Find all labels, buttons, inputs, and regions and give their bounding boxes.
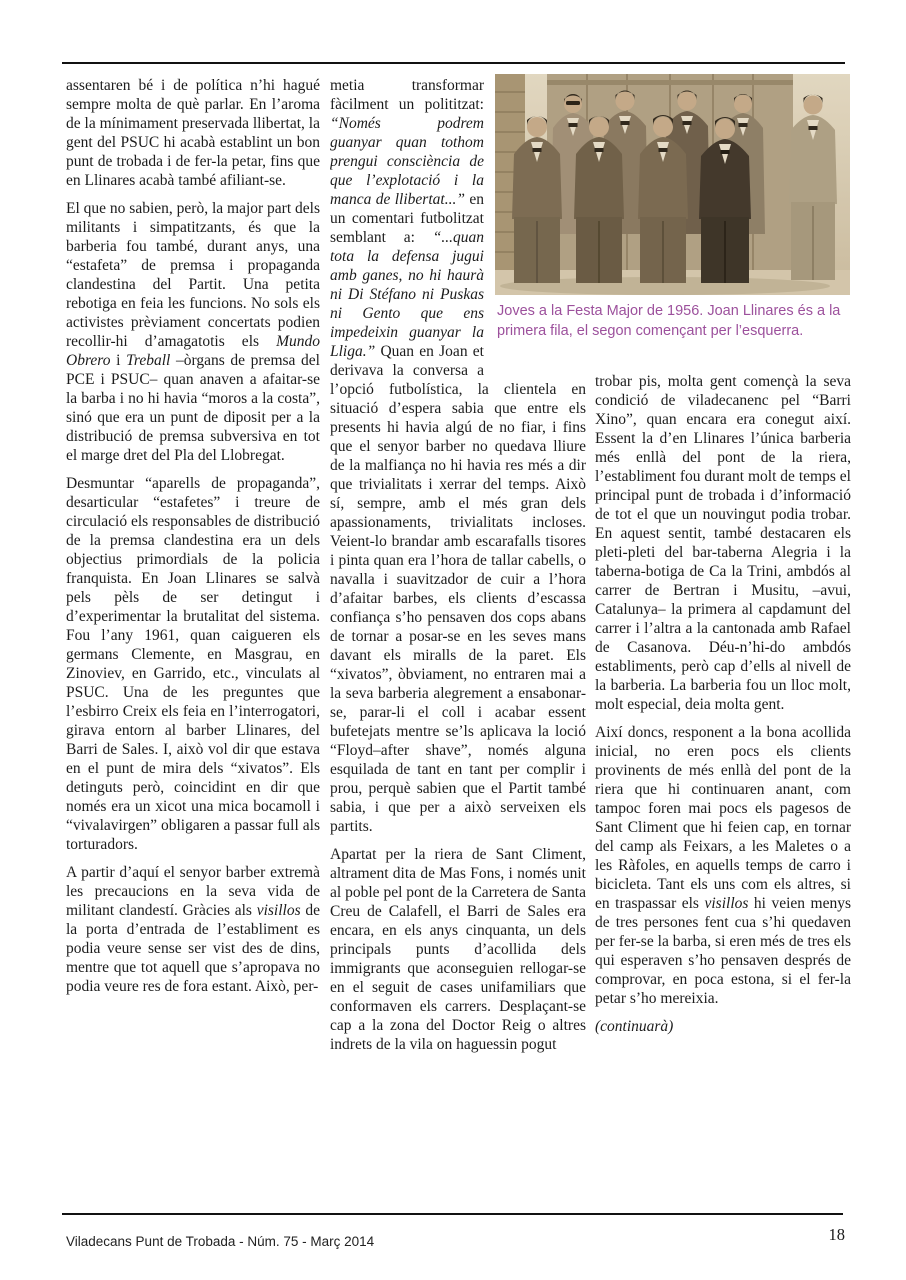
text-column-1 xyxy=(66,76,320,1208)
footer-rule xyxy=(62,1213,843,1215)
sepia-tint xyxy=(495,74,850,295)
top-rule xyxy=(62,62,845,64)
paragraph: Apartat per la riera de Sant Climent, altrament dita de Mas Fons, i només unit al poble pel pont de la Carretera de Santa Creu de Calafell, el Barri de Sales era encara, en els anys cinquanta, un dels principals punts d’acollida dels immigrants que aconseguien rellogar-se en el seguit de cases unifamiliars que conformaven els carrers. Desplaçant-se cap a la zona del Doctor Reig o altres indrets de la vila on haguessin pogut xyxy=(330,846,586,1053)
group-photo-illustration xyxy=(495,74,850,295)
continuation-note: (continuarà) xyxy=(595,1018,674,1035)
paragraph: Desmuntar “aparells de propaganda”, desarticular “estafetes” i treure de circulació els responsables de distribució de la premsa clandestina era un dels objectius primordials de la policia franquista. En Joan Llinares se salvà pels pèls de ser detingut i d’experimentar la brutalitat del sistema. Fou l’any 1961, quan caigueren els germans Clemente, en Masgrau, en Zinoviev, en Garrido, etc., vinculats al PSUC. Una de les preguntes que l’esbirro Creix els feia en l’interrogatori, girava entorn al barber Llinares, del Barri de Sales. I, això vol dir que estava en el punt de mira dels “xivatos”. Els detinguts però, coincidint en dir que només era un xicot una mica bocamoll i “vivalavirgen” obligaren a passar full als torturadors. xyxy=(66,475,320,853)
paragraph: Així doncs, responent a la bona acollida inicial, no eren pocs els clients provinents de més enllà del pont de la riera que hi continuaren anant, com tampoc foren mai pocs els pagesos de Sant Climent que hi feien cap, en tornar del camp als Feixars, a les Maletes o a les Ràfoles, en aquells temps de carro i bicicleta. Tant els uns com els altres, si en traspassar els visillos hi veien menys de tres persones fent cua s’hi quedaven per fer-se la barba, si eren més de tres els qui esperaven s’ho pensaven després de comprovar, en poca estona, si el fer-la petar s’ho mereixia. xyxy=(595,724,851,1007)
paragraph: trobar pis, molta gent començà la seva condició de viladecanenc pel “Barri Xino”, quan encara era conegut així. Essent la d’en Llinares l’única barberia més enllà del pont de la riera, l’establiment fou durant molt de temps el principal punt de trobada i d’informació de tot el que un nouvingut podia trobar. En aquest sentit, també destacaren els pleti-pleti del bar-taberna Alegria i la taberna-botiga de Ca la Trini, ambdós al carrer de Bertran i Musitu, –avui, Catalunya– la primera al capdamunt del carrer i l’altra a la cantonada amb Rafael de Casanova. Déu-n’hi-do ambdós establiments, però cap d’ells al nivell de la barberia. La barberia fou un lloc molt, molt especial, deia molta gent. xyxy=(595,373,851,713)
paragraph: assentaren bé i de política n’hi hagué sempre molta de què parlar. En l’aroma de la mínimament preservada llibertat, la gent del PSUC hi acabà establint un bon punt de trobada i de fer-la petar, fins que en Llinares acabà també afiliant-se. xyxy=(66,77,320,189)
paragraph: A partir d’aquí el senyor barber extremà les precaucions en la seva vida de militant clandestí. Gràcies als visillos de la porta d’entrada de l’establiment es podia veure sense ser vist des de dins, mentre que tot aquell que s’apropava no podia veure res de fora estant. Això, per- xyxy=(66,864,320,995)
paragraph: El que no sabien, però, la major part dels militants i simpatitzants, és que la barberia fou també, durant anys, una “estafeta” de premsa i propaganda clandestina del Partit. Una petita rebotiga en feia les funcions. No sols els activistes prèviament concertats podien recollir-hi d’amagatotis els Mundo Obrero i Treball –òrgans de premsa del PCE i PSUC– quan anaven a afaitar-se la barba i no hi havia “moros a la costa”, sinó que era un punt de diposit per a la distribució de premsa subversiva en tot el marge dret del Pla del Llobregat. xyxy=(66,200,320,464)
footer-issue-line: Viladecans Punt de Trobada - Núm. 75 - Març 2014 xyxy=(66,1234,375,1249)
paragraph: metia transformar fàcilment un polititzat: “Només podrem guanyar quan tothom prengui consciència de que l’explotació i la manca de llibertat...” en un comentari futbolitzat semblant a: “...quan tota la defensa jugui amb ganes, no hi haurà ni Di Stéfano ni Puskas ni Gento que ens impedeixin guanyar la Lliga.” Quan en Joan et derivava la conversa a l’opció futbolística, la clientela en situació d’espera sabia que entre els presents hi havia algú de no fiar, i fins que el senyor barber no quedava lliure de la malfiança no hi havia res més a dir que trivialitats i xerrar del temps. Això sí, sempre, amb el més gran dels apassionaments, trivialitats incloses. Veient-lo brandar amb escarafalls tisores i pinta quan era l’hora de tallar cabells, o navalla i suavitzador de cuir a l’hora d’afaitar barbes, els clients d’escassa confiança s’ho pensaven dos cops abans de tornar a posar-se en les seves mans davant els miralls de la paret. Els “xivatos”, òbviament, no entraren mai a la seva barberia alegrement a ensabonar-se, parar-li el coll i acabar essent bufetejats mentre se’ls aplicava la loció “Floyd–after shave”, només alguna esquilada de tant en tant per complir i prou, perquè sabien que el Partit també sabia, i que per a això serveixen els partits. xyxy=(330,77,586,835)
photo-caption: Joves a la Festa Major de 1956. Joan Llinares és a la primera fila, el segon començant per l’esquerra. xyxy=(497,303,841,339)
page-number: 18 xyxy=(828,1225,845,1244)
text-column-3 xyxy=(595,372,851,1202)
group-photo xyxy=(495,74,850,295)
